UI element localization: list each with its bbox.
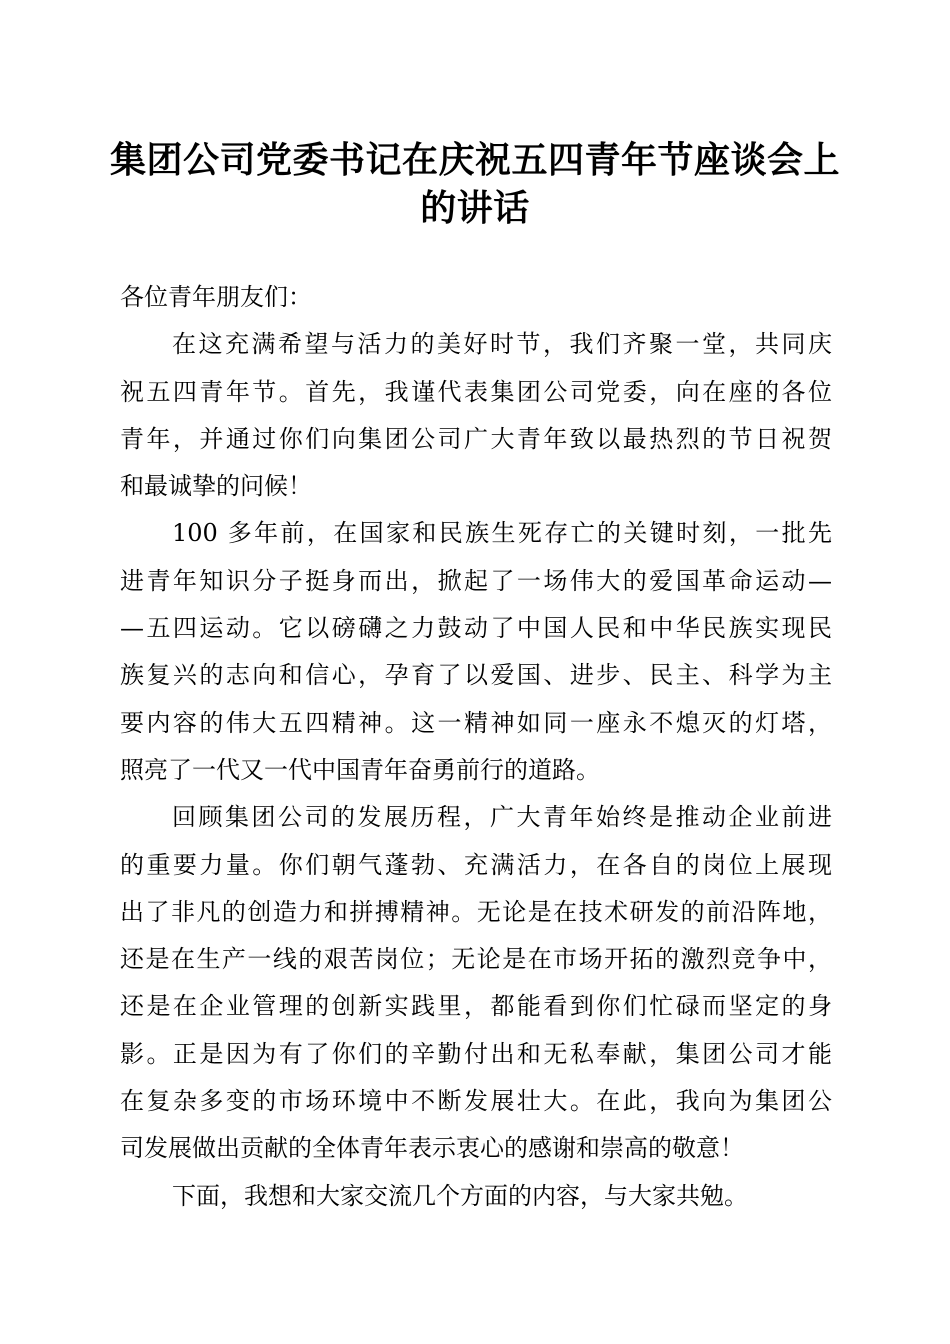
paragraph-line: 出了非凡的创造力和拼搏精神。无论是在技术研发的前沿阵地， (120, 897, 832, 926)
paragraph-line: 族复兴的志向和信心，孕育了以爱国、进步、民主、科学为主 (120, 661, 832, 690)
paragraph-line: 和最诚挚的问候！ (120, 472, 312, 501)
title-line-2: 的讲话 (420, 187, 530, 229)
paragraph-line: 青年，并通过你们向集团公司广大青年致以最热烈的节日祝贺 (120, 424, 832, 453)
paragraph-line: 还是在企业管理的创新实践里，都能看到你们忙碌而坚定的身 (120, 992, 832, 1021)
paragraph-line: 还是在生产一线的艰苦岗位；无论是在市场开拓的激烈竞争中， (120, 945, 832, 974)
paragraph-line: 的重要力量。你们朝气蓬勃、充满活力，在各自的岗位上展现 (120, 850, 832, 879)
paragraph-4 (120, 1173, 832, 1220)
paragraph-line: 祝五四青年节。首先，我谨代表集团公司党委，向在座的各位 (120, 377, 832, 406)
paragraph-line: —五四运动。它以磅礴之力鼓动了中国人民和中华民族实现民 (120, 614, 832, 643)
paragraph-1 (120, 321, 832, 510)
paragraph-3 (120, 794, 832, 1172)
paragraph-line: 照亮了一代又一代中国青年奋勇前行的道路。 (120, 755, 600, 784)
title-line-1: 集团公司党委书记在庆祝五四青年节座谈会上 (109, 139, 840, 181)
paragraph-line: 下面，我想和大家交流几个方面的内容，与大家共勉。 (172, 1181, 748, 1210)
paragraph-line: 影。正是因为有了你们的辛勤付出和无私奉献，集团公司才能 (120, 1039, 832, 1068)
paragraph-2 (120, 510, 832, 794)
salutation: 各位青年朋友们： (120, 283, 312, 311)
paragraph-line: 要内容的伟大五四精神。这一精神如同一座永不熄灭的灯塔， (120, 708, 832, 737)
paragraph-line: 在复杂多变的市场环境中不断发展壮大。在此，我向为集团公 (120, 1087, 832, 1116)
paragraph-line: 进青年知识分子挺身而出，掀起了一场伟大的爱国革命运动— (120, 566, 832, 595)
document-title (100, 136, 850, 232)
paragraph-line: 司发展做出贡献的全体青年表示衷心的感谢和崇高的敬意！ (120, 1134, 744, 1163)
paragraph-line: 在这充满希望与活力的美好时节，我们齐聚一堂，共同庆 (172, 330, 832, 359)
paragraph-line: 回顾集团公司的发展历程，广大青年始终是推动企业前进 (172, 803, 832, 832)
paragraph-line: 100 多年前，在国家和民族生死存亡的关键时刻，一批先 (172, 519, 832, 548)
document-body (120, 274, 832, 1220)
